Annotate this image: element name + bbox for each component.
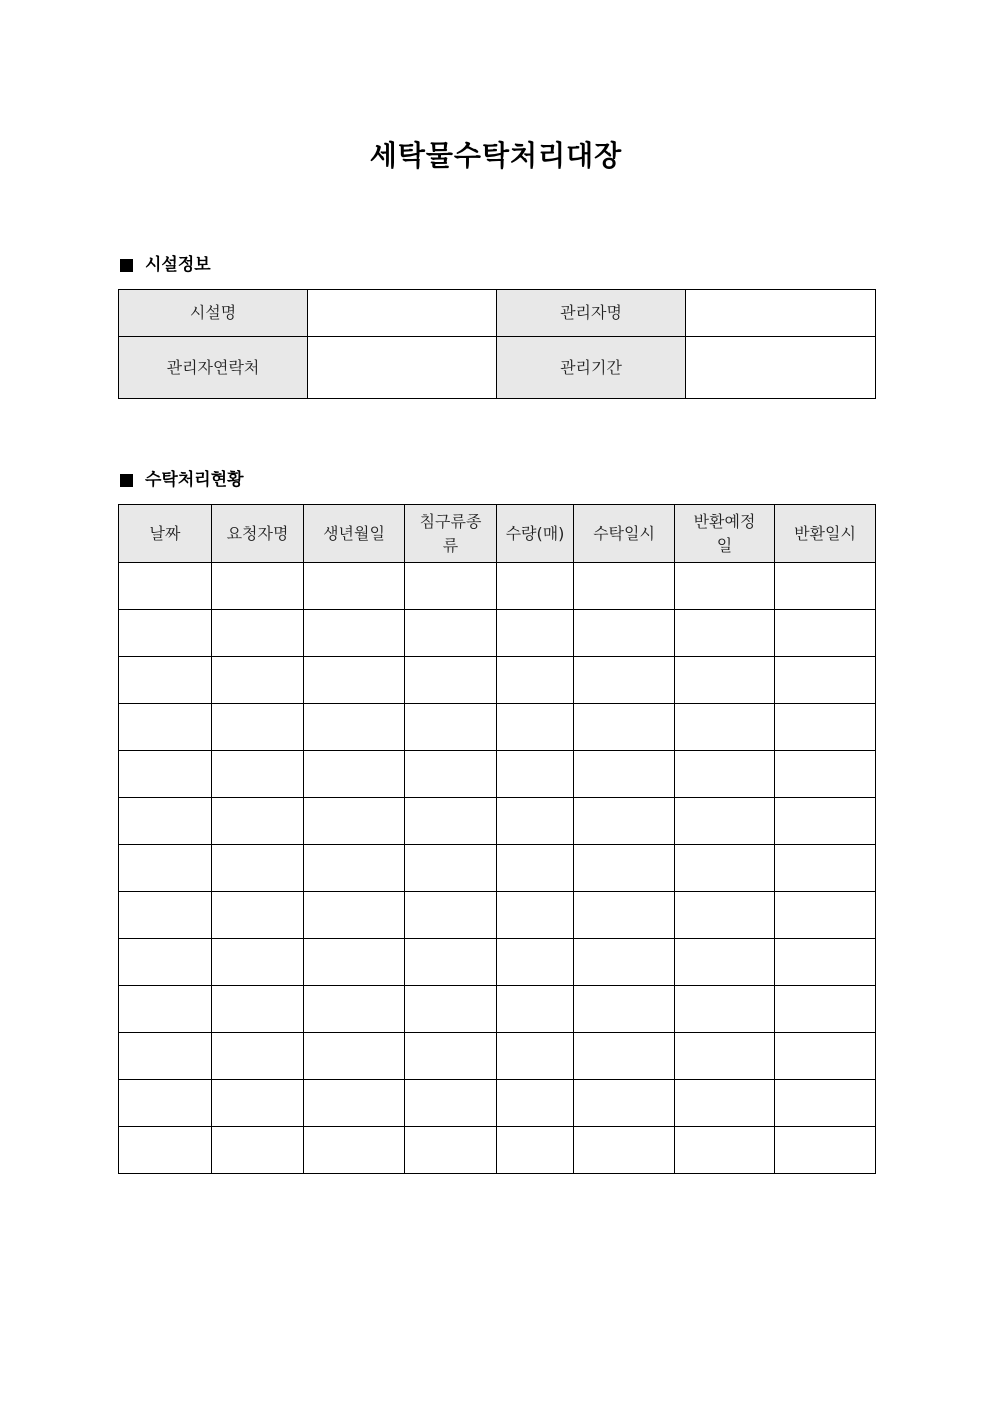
cell-birth-date[interactable] (304, 892, 405, 939)
cell-birth-date[interactable] (304, 657, 405, 704)
management-period-label: 관리기간 (497, 337, 686, 399)
cell-expected-return-date[interactable] (675, 892, 775, 939)
cell-bedding-type[interactable] (405, 845, 497, 892)
cell-bedding-type[interactable] (405, 939, 497, 986)
cell-quantity[interactable] (497, 1033, 574, 1080)
cell-requester-name[interactable] (212, 1033, 304, 1080)
manager-contact-label: 관리자연락처 (119, 337, 308, 399)
column-header-return-datetime: 반환일시 (775, 505, 876, 563)
cell-date[interactable] (119, 1080, 212, 1127)
column-header-consignment-datetime: 수탁일시 (574, 505, 675, 563)
document-title: 세탁물수탁처리대장 (369, 139, 623, 172)
facility-section-heading-text: 시설정보 (145, 255, 211, 275)
cell-consignment-datetime[interactable] (574, 1080, 675, 1127)
cell-expected-return-date[interactable] (675, 1033, 775, 1080)
cell-return-datetime[interactable] (775, 798, 876, 845)
cell-bedding-type[interactable] (405, 704, 497, 751)
cell-consignment-datetime[interactable] (574, 704, 675, 751)
manager-name-field[interactable] (686, 290, 876, 337)
cell-return-datetime[interactable] (775, 610, 876, 657)
cell-requester-name[interactable] (212, 892, 304, 939)
cell-date[interactable] (119, 1127, 212, 1174)
status-section-heading-text: 수탁처리현황 (145, 470, 244, 490)
square-bullet-icon (120, 474, 133, 487)
cell-return-datetime[interactable] (775, 563, 876, 610)
facility-name-label: 시설명 (119, 290, 308, 337)
cell-requester-name[interactable] (212, 986, 304, 1033)
table-row (119, 704, 876, 751)
cell-date[interactable] (119, 704, 212, 751)
cell-bedding-type[interactable] (405, 986, 497, 1033)
facility-section-heading (120, 253, 211, 277)
table-row (119, 892, 876, 939)
cell-requester-name[interactable] (212, 1080, 304, 1127)
cell-consignment-datetime[interactable] (574, 751, 675, 798)
table-row (119, 1033, 876, 1080)
table-row (119, 610, 876, 657)
cell-return-datetime[interactable] (775, 657, 876, 704)
cell-return-datetime[interactable] (775, 892, 876, 939)
column-header-birth-date: 생년월일 (304, 505, 405, 563)
table-row (119, 939, 876, 986)
cell-bedding-type[interactable] (405, 1033, 497, 1080)
cell-requester-name[interactable] (212, 704, 304, 751)
cell-date[interactable] (119, 939, 212, 986)
cell-expected-return-date[interactable] (675, 704, 775, 751)
cell-bedding-type[interactable] (405, 751, 497, 798)
cell-consignment-datetime[interactable] (574, 563, 675, 610)
cell-date[interactable] (119, 751, 212, 798)
manager-name-label: 관리자명 (497, 290, 686, 337)
cell-requester-name[interactable] (212, 751, 304, 798)
cell-quantity[interactable] (497, 798, 574, 845)
cell-date[interactable] (119, 845, 212, 892)
status-table (118, 504, 876, 1174)
cell-birth-date[interactable] (304, 1127, 405, 1174)
cell-date[interactable] (119, 563, 212, 610)
cell-consignment-datetime[interactable] (574, 798, 675, 845)
cell-expected-return-date[interactable] (675, 1080, 775, 1127)
table-row (119, 798, 876, 845)
cell-requester-name[interactable] (212, 610, 304, 657)
cell-birth-date[interactable] (304, 986, 405, 1033)
cell-return-datetime[interactable] (775, 1033, 876, 1080)
cell-bedding-type[interactable] (405, 798, 497, 845)
cell-return-datetime[interactable] (775, 986, 876, 1033)
cell-consignment-datetime[interactable] (574, 939, 675, 986)
column-header-expected-return-date: 반환예정일 (675, 505, 775, 563)
cell-expected-return-date[interactable] (675, 657, 775, 704)
column-header-date: 날짜 (119, 505, 212, 563)
cell-return-datetime[interactable] (775, 1127, 876, 1174)
table-row (119, 563, 876, 610)
cell-quantity[interactable] (497, 845, 574, 892)
cell-quantity[interactable] (497, 986, 574, 1033)
cell-return-datetime[interactable] (775, 704, 876, 751)
cell-return-datetime[interactable] (775, 751, 876, 798)
facility-name-field[interactable] (308, 290, 497, 337)
cell-quantity[interactable] (497, 892, 574, 939)
cell-quantity[interactable] (497, 704, 574, 751)
cell-requester-name[interactable] (212, 845, 304, 892)
cell-quantity[interactable] (497, 1080, 574, 1127)
cell-quantity[interactable] (497, 610, 574, 657)
cell-date[interactable] (119, 1033, 212, 1080)
cell-birth-date[interactable] (304, 798, 405, 845)
cell-bedding-type[interactable] (405, 1127, 497, 1174)
square-bullet-icon (120, 259, 133, 272)
cell-consignment-datetime[interactable] (574, 610, 675, 657)
cell-bedding-type[interactable] (405, 892, 497, 939)
cell-bedding-type[interactable] (405, 1080, 497, 1127)
cell-consignment-datetime[interactable] (574, 1127, 675, 1174)
cell-requester-name[interactable] (212, 939, 304, 986)
status-table-body (119, 563, 876, 1174)
cell-date[interactable] (119, 986, 212, 1033)
cell-quantity[interactable] (497, 751, 574, 798)
cell-consignment-datetime[interactable] (574, 845, 675, 892)
cell-requester-name[interactable] (212, 1127, 304, 1174)
table-row (119, 1080, 876, 1127)
table-row (119, 751, 876, 798)
cell-birth-date[interactable] (304, 563, 405, 610)
cell-date[interactable] (119, 657, 212, 704)
cell-expected-return-date[interactable] (675, 1127, 775, 1174)
cell-quantity[interactable] (497, 939, 574, 986)
cell-birth-date[interactable] (304, 610, 405, 657)
cell-consignment-datetime[interactable] (574, 892, 675, 939)
cell-birth-date[interactable] (304, 1080, 405, 1127)
table-row (119, 657, 876, 704)
facility-info-table (118, 289, 876, 399)
cell-date[interactable] (119, 610, 212, 657)
cell-consignment-datetime[interactable] (574, 657, 675, 704)
cell-expected-return-date[interactable] (675, 986, 775, 1033)
cell-date[interactable] (119, 892, 212, 939)
cell-consignment-datetime[interactable] (574, 986, 675, 1033)
manager-contact-field[interactable] (308, 337, 497, 399)
cell-quantity[interactable] (497, 1127, 574, 1174)
management-period-field[interactable] (686, 337, 876, 399)
cell-consignment-datetime[interactable] (574, 1033, 675, 1080)
cell-expected-return-date[interactable] (675, 845, 775, 892)
cell-return-datetime[interactable] (775, 845, 876, 892)
cell-expected-return-date[interactable] (675, 751, 775, 798)
cell-quantity[interactable] (497, 657, 574, 704)
cell-requester-name[interactable] (212, 563, 304, 610)
table-row (119, 986, 876, 1033)
table-row (119, 845, 876, 892)
cell-birth-date[interactable] (304, 704, 405, 751)
table-row (119, 1127, 876, 1174)
cell-bedding-type[interactable] (405, 610, 497, 657)
column-header-bedding-type: 침구류종류 (405, 505, 497, 563)
column-header-requester-name: 요청자명 (212, 505, 304, 563)
cell-birth-date[interactable] (304, 845, 405, 892)
cell-requester-name[interactable] (212, 798, 304, 845)
status-section-heading (120, 468, 244, 492)
cell-return-datetime[interactable] (775, 939, 876, 986)
cell-expected-return-date[interactable] (675, 939, 775, 986)
cell-date[interactable] (119, 798, 212, 845)
cell-bedding-type[interactable] (405, 563, 497, 610)
cell-birth-date[interactable] (304, 751, 405, 798)
cell-expected-return-date[interactable] (675, 563, 775, 610)
cell-requester-name[interactable] (212, 657, 304, 704)
cell-birth-date[interactable] (304, 939, 405, 986)
cell-expected-return-date[interactable] (675, 610, 775, 657)
cell-bedding-type[interactable] (405, 657, 497, 704)
cell-quantity[interactable] (497, 563, 574, 610)
cell-return-datetime[interactable] (775, 1080, 876, 1127)
cell-birth-date[interactable] (304, 1033, 405, 1080)
cell-expected-return-date[interactable] (675, 798, 775, 845)
column-header-quantity: 수량(매) (497, 505, 574, 563)
